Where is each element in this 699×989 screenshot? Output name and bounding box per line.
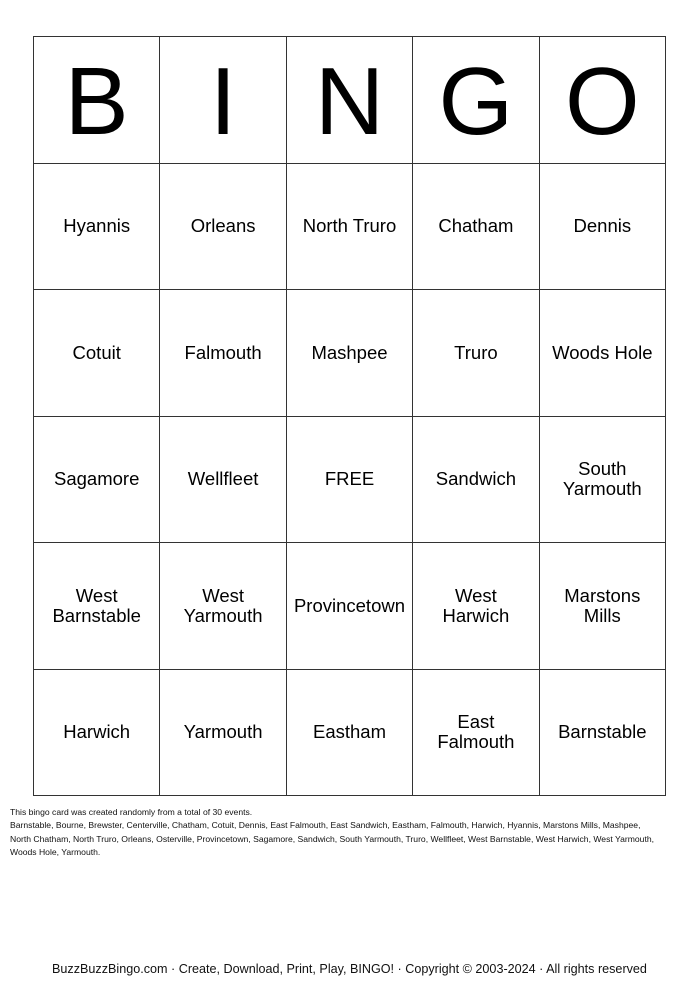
header-b: B (34, 37, 160, 164)
bingo-cell: Harwich (34, 670, 160, 797)
bingo-cell: Orleans (160, 164, 286, 291)
bingo-cell: West Barnstable (34, 543, 160, 670)
note-event-list: Barnstable, Bourne, Brewster, Centerville, Chatham, Cotuit, Dennis, East Falmouth, East Sandwich, Eastham, Falmouth, Harwich, Hyannis, Marstons Mills, Mashpee, North Chatham, North Truro, Orleans, Osterville, Provincetown, Sagamore, Sandwich, South Yarmouth, Truro, Wellfleet, West Barnstable, West Harwich, West Yarmouth, Woods Hole, Yarmouth. (10, 820, 655, 858)
page-footer: BuzzBuzzBingo.com · Create, Download, Print, Play, BINGO! · Copyright © 2003-2024 · All rights reserved (52, 962, 647, 976)
bingo-cell: Wellfleet (160, 417, 286, 544)
bingo-cell: Yarmouth (160, 670, 286, 797)
bingo-cell: Provincetown (287, 543, 413, 670)
bingo-cell: Falmouth (160, 290, 286, 417)
header-g: G (413, 37, 539, 164)
card-info-note (10, 806, 660, 860)
bingo-cell: West Harwich (413, 543, 539, 670)
bingo-cell: Eastham (287, 670, 413, 797)
bingo-cell: South Yarmouth (540, 417, 666, 544)
bingo-cell: Cotuit (34, 290, 160, 417)
bingo-cell: Sagamore (34, 417, 160, 544)
bingo-cell: Sandwich (413, 417, 539, 544)
bingo-cell: Hyannis (34, 164, 160, 291)
bingo-cell: Truro (413, 290, 539, 417)
bingo-cell: Chatham (413, 164, 539, 291)
header-o: O (540, 37, 666, 164)
bingo-cell: Dennis (540, 164, 666, 291)
bingo-card (33, 36, 666, 796)
header-n: N (287, 37, 413, 164)
free-space-cell: FREE (287, 417, 413, 544)
header-i: I (160, 37, 286, 164)
bingo-cell: North Truro (287, 164, 413, 291)
bingo-cell: Woods Hole (540, 290, 666, 417)
bingo-cell: Mashpee (287, 290, 413, 417)
bingo-cell: East Falmouth (413, 670, 539, 797)
bingo-cell: Barnstable (540, 670, 666, 797)
bingo-cell: Marstons Mills (540, 543, 666, 670)
bingo-cell: West Yarmouth (160, 543, 286, 670)
note-intro: This bingo card was created randomly from a total of 30 events. (10, 807, 253, 817)
